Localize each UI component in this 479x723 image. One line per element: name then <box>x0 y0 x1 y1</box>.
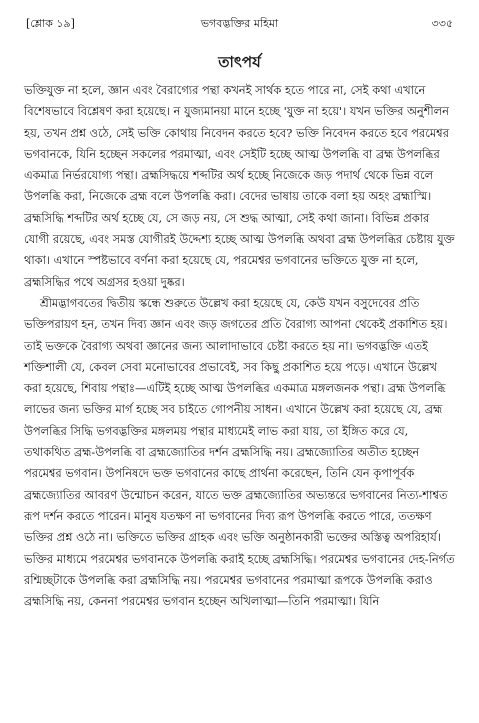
chapter-title: ভগবদ্ভক্তির মহিমা <box>200 17 279 30</box>
paragraph-1: ভক্তিযুক্ত না হলে, জ্ঞান এবং বৈরাগ্যের পন্থা কখনই সার্থক হতে পারে না, সেই কথা এখানে বিশেষভাবে বিশ্লেষণ করা হয়েছে। ন যুজ্যমানয়া মানে হচ্ছে 'যুক্ত না হয়ে'। যখন ভক্তির অনুশীলন হয়, তখন প্রশ্ন ওঠে, সেই ভক্তি কোথায় নিবেদন করতে হবে? ভক্তি নিবেদন করতে হবে পরমেশ্বর ভগবানকে, যিনি হচ্ছেন সকলের পরমাত্মা, এবং সেইটি হচ্ছে আত্ম উপলব্ধি বা ব্রহ্ম উপলব্ধির একমাত্র নির্ভরযোগ্য পন্থা। ব্রহ্মসিদ্ধয়ে শব্দটির অর্থ হচ্ছে নিজেকে জড় পদার্থ থেকে ভিন্ন বলে উপলব্ধি করা, নিজেকে ব্রহ্ম বলে উপলব্ধি করা। বেদের ভাষায় তাকে বলা হয় অহং ব্রহ্মাস্মি। ব্রহ্মসিদ্ধি শব্দটির অর্থ হচ্ছে যে, সে জড় নয়, সে শুদ্ধ আত্মা, সেই কথা জানা। বিভিন্ন প্রকার যোগী রয়েছে, এবং সমস্ত যোগীরই উদ্দেশ্য হচ্ছে আত্ম উপলব্ধি অথবা ব্রহ্ম উপলব্ধির চেষ্টায় যুক্ত থাকা। এখানে স্পষ্টভাবে বর্ণনা করা হয়েছে যে, পরমেশ্বর ভগবানের ভক্তিতে যুক্ত না হলে, ব্রহ্মসিদ্ধির পথে অগ্রসর হওয়া দুষ্কর। <box>24 83 455 289</box>
running-header <box>26 16 453 32</box>
purport-body <box>24 80 457 715</box>
verse-reference: [শ্লোক ১৯] <box>26 17 75 30</box>
section-heading: তাৎপর্য <box>218 53 261 71</box>
paragraph-2: শ্রীমদ্ভাগবতের দ্বিতীয় স্কন্ধে শুরুতে উল্লেখ করা হয়েছে যে, কেউ যখন বসুদেবের প্রতি ভক্তিপরায়ণ হন, তখন দিব্য জ্ঞান এবং জড় জগতের প্রতি বৈরাগ্য আপনা থেকেই প্রকাশিত হয়। তাই ভক্তকে বৈরাগ্য অথবা জ্ঞানের জন্য আলাদাভাবে চেষ্টা করতে হয় না। ভগবদ্ভক্তি এতই শক্তিশালী যে, কেবল সেবা মনোভাবের প্রভাবেই, সব কিছু প্রকাশিত হয়ে পড়ে। এখানে উল্লেখ করা হয়েছে, শিবায় পন্থাঃ—এটিই হচ্ছে আত্ম উপলব্ধির একমাত্র মঙ্গলজনক পন্থা। ব্রহ্ম উপলব্ধি লাভের জন্য ভক্তির মার্গ হচ্ছে সব চাইতে গোপনীয় সাধন। এখানে উল্লেখ করা হয়েছে যে, ব্রহ্ম উপলব্ধির সিদ্ধি ভগবদ্ভক্তির মঙ্গলময় পন্থার মাধ্যমেই লাভ করা যায়, তা ইঙ্গিত করে যে, তথাকথিত ব্রহ্ম-উপলব্ধি বা ব্রহ্মজ্যোতির দর্শন ব্রহ্মসিদ্ধি নয়। ব্রহ্মজ্যোতির অতীত হচ্ছেন পরমেশ্বর ভগবান। উপনিষদে ভক্ত ভগবানের কাছে প্রার্থনা করেছেন, তিনি যেন কৃপাপূর্বক ব্রহ্মজ্যোতির আবরণ উন্মোচন করেন, যাতে ভক্ত ব্রহ্মজ্যোতির অভ্যন্তরে ভগবানের নিত্য-শাশ্বত রূপ দর্শন করতে পারেন। মানুষ যতক্ষণ না ভগবানের দিব্য রূপ উপলব্ধি করতে পারে, ততক্ষণ ভক্তির প্রশ্ন ওঠে না। ভক্তিতে ভক্তির গ্রাহক এবং ভক্তি অনুষ্ঠানকারী ভক্তের অস্তিত্ব অপরিহার্য। ভক্তির মাধ্যমে পরমেশ্বর ভগবানকে উপলব্ধি করাই হচ্ছে ব্রহ্মসিদ্ধি। পরমেশ্বর ভগবানের দেহ-নির্গত রশ্মিচ্ছটাকে উপলব্ধি করা ব্রহ্মসিদ্ধি নয়। পরমেশ্বর ভগবানের পরমাত্মা রূপকে উপলব্ধি করাও ব্রহ্মসিদ্ধি নয়, কেননা পরমেশ্বর ভগবান হচ্ছেন অখিলাত্মা—তিনি পরমাত্মা। যিনি <box>24 295 455 609</box>
page-number: ৩৩৫ <box>431 17 453 30</box>
